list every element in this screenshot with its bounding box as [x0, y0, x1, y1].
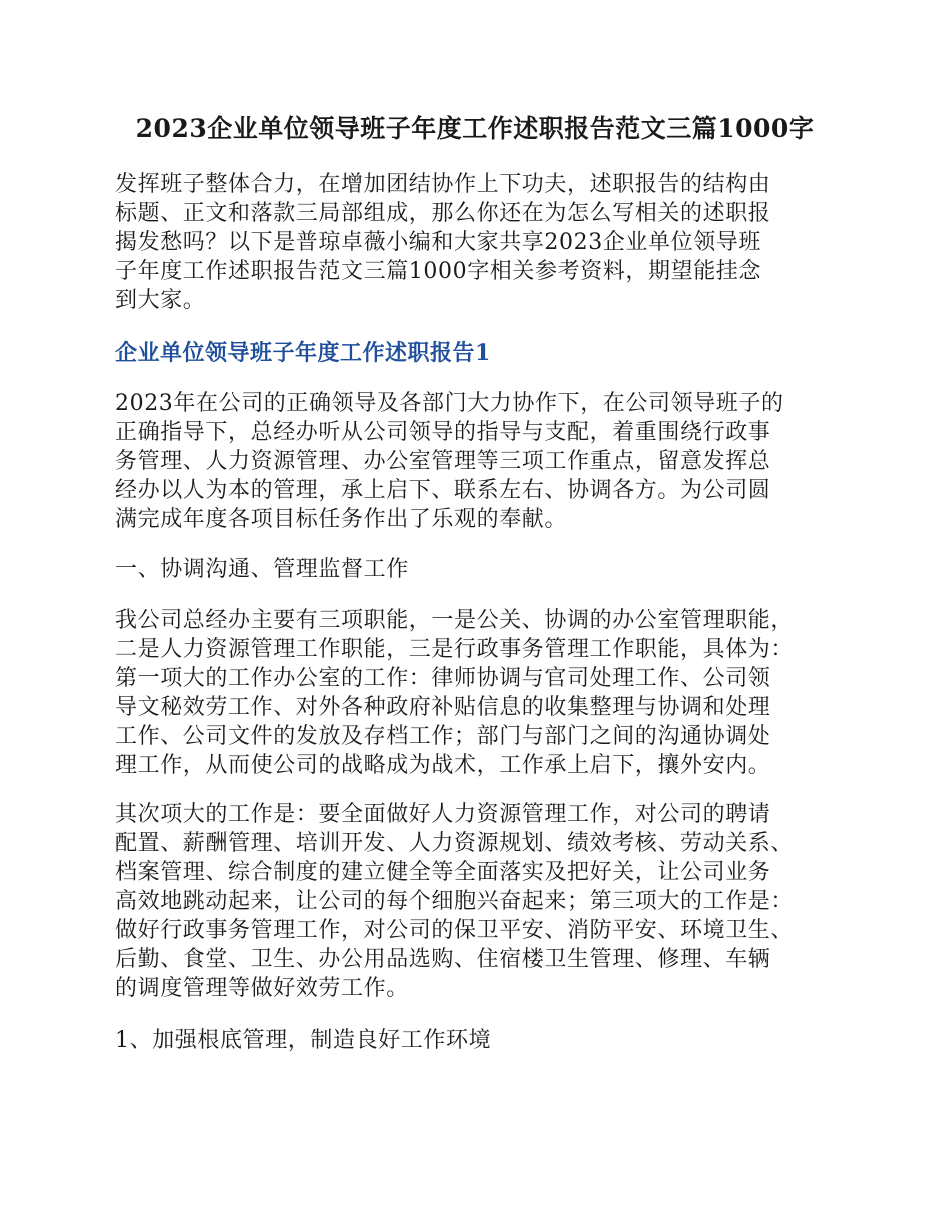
paragraph-3 — [115, 800, 855, 1003]
text-line: 做好行政事务管理工作，对公司的保卫平安、消防平安、环境卫生、 — [115, 918, 794, 943]
text-line: 子年度工作述职报告范文三篇1000字相关参考资料，期望能挂念 — [115, 259, 761, 284]
text-line: 到大家。 — [115, 288, 206, 313]
text-line: 我公司总经办主要有三项职能，一是公关、协调的办公室管理职能， — [115, 608, 794, 633]
text-line: 档案管理、综合制度的建立健全等全面落实及把好关，让公司业务 — [115, 860, 771, 885]
document-title: 2023企业单位领导班子年度工作述职报告范文三篇1000字 — [135, 114, 815, 143]
section-heading: 企业单位领导班子年度工作述职报告1 — [115, 340, 491, 366]
text-line: 标题、正文和落款三局部组成，那么你还在为怎么写相关的述职报 — [115, 201, 771, 226]
text-line: 的调度管理等做好效劳工作。 — [115, 976, 409, 1001]
text-line: 满完成年度各项目标任务作出了乐观的奉献。 — [115, 507, 568, 532]
text-line: 务管理、人力资源管理、办公室管理等三项工作重点，留意发挥总 — [115, 449, 771, 474]
text-line: 2023年在公司的正确领导及各部门大力协作下，在公司领导班子的 — [115, 391, 784, 416]
text-line: 揭发愁吗？以下是普琼卓薇小编和大家共享2023企业单位领导班 — [115, 230, 761, 255]
text-line: 发挥班子整体合力，在增加团结协作上下功夫，述职报告的结构由 — [115, 172, 771, 197]
intro-paragraph — [115, 170, 855, 315]
text-line: 正确指导下，总经办听从公司领导的指导与支配，着重围绕行政事 — [115, 420, 771, 445]
subheading-1: 一、协调沟通、管理监督工作 — [115, 557, 409, 582]
text-line: 高效地跳动起来，让公司的每个细胞兴奋起来；第三项大的工作是： — [115, 889, 794, 914]
paragraph-2 — [115, 606, 855, 780]
subheading-2: 1、加强根底管理，制造良好工作环境 — [115, 1028, 492, 1053]
text-line: 导文秘效劳工作、对外各种政府补贴信息的收集整理与协调和处理 — [115, 695, 771, 720]
text-line: 经办以人为本的管理，承上启下、联系左右、协调各方。为公司圆 — [115, 478, 771, 503]
text-line: 其次项大的工作是：要全面做好人力资源管理工作，对公司的聘请 — [115, 802, 771, 827]
text-line: 配置、薪酬管理、培训开发、人力资源规划、绩效考核、劳动关系、 — [115, 831, 794, 856]
text-line: 第一项大的工作办公室的工作：律师协调与官司处理工作、公司领 — [115, 666, 771, 691]
text-line: 理工作，从而使公司的战略成为战术，工作承上启下，攘外安内。 — [115, 753, 771, 778]
text-line: 后勤、食堂、卫生、办公用品选购、住宿楼卫生管理、修理、车辆 — [115, 947, 771, 972]
paragraph-1 — [115, 389, 855, 534]
text-line: 二是人力资源管理工作职能，三是行政事务管理工作职能，具体为： — [115, 637, 794, 662]
text-line: 工作、公司文件的发放及存档工作；部门与部门之间的沟通协调处 — [115, 724, 771, 749]
